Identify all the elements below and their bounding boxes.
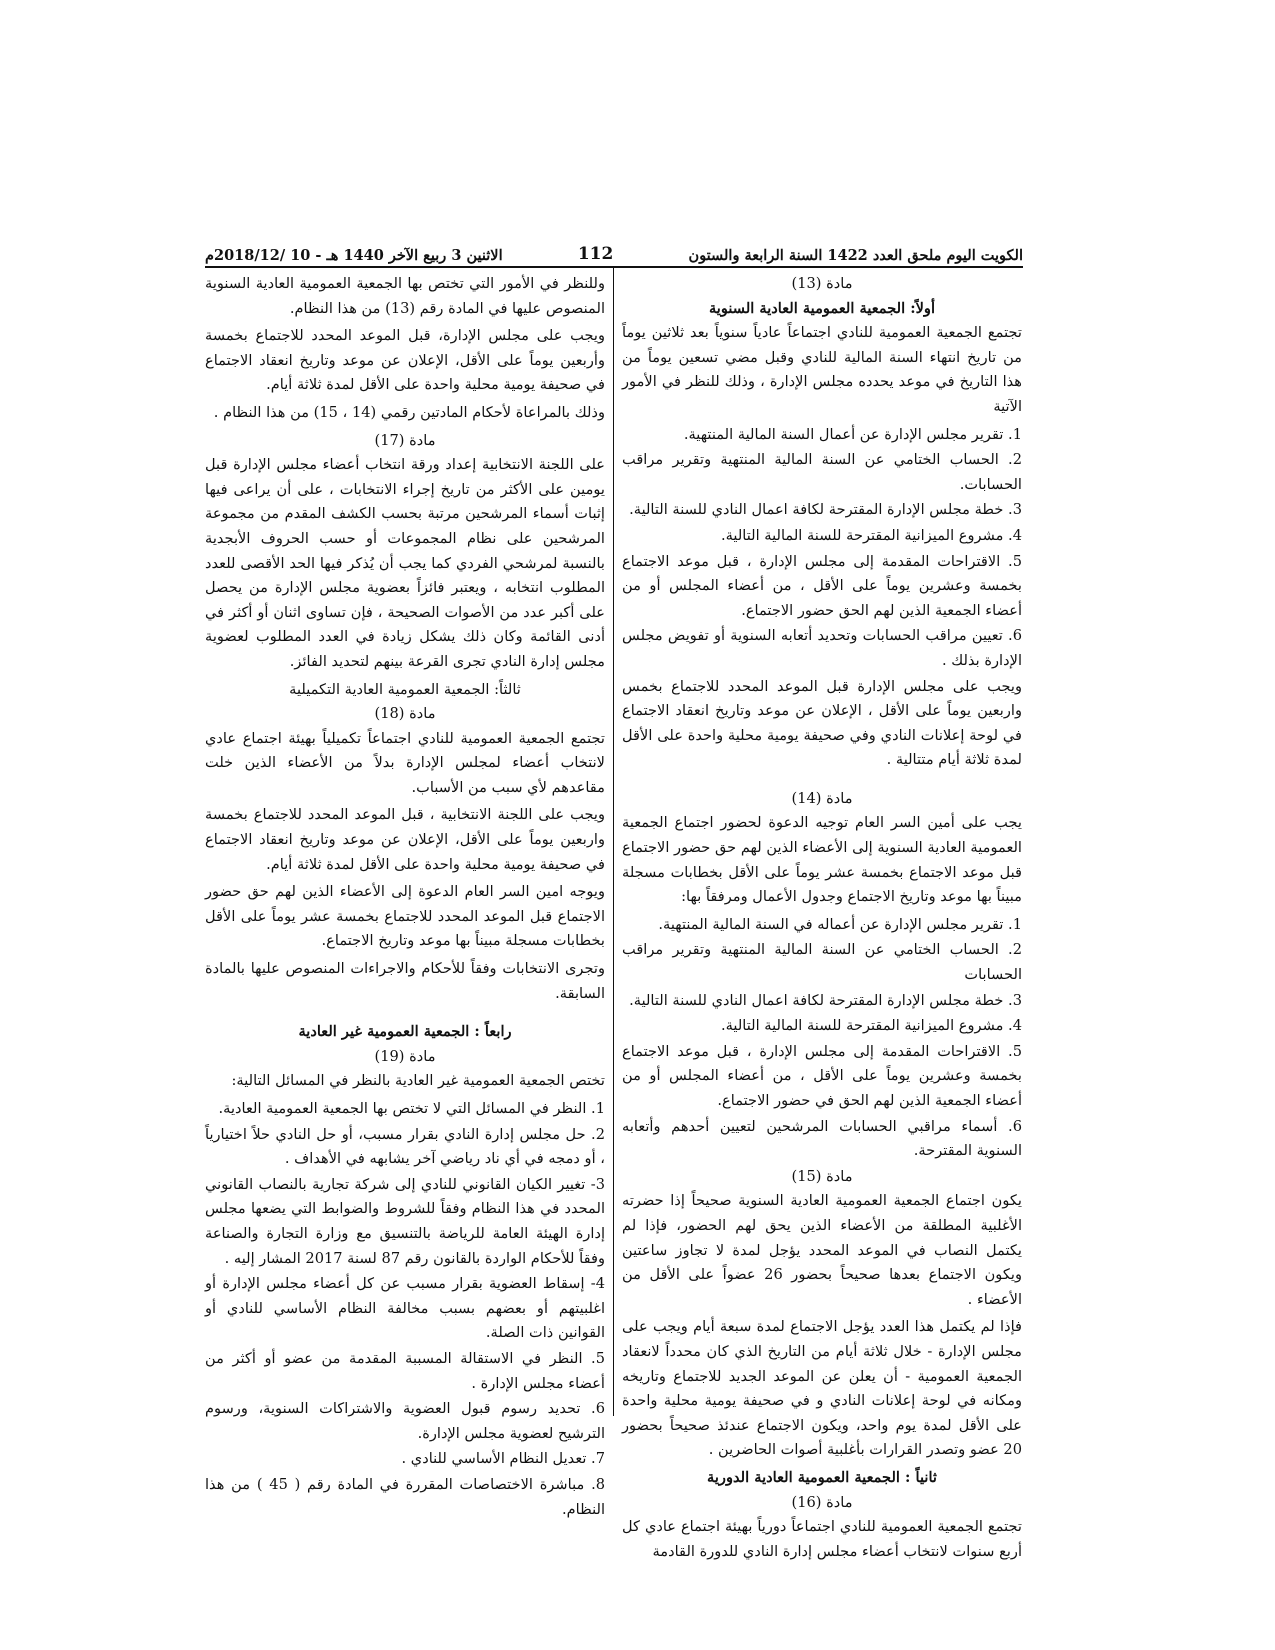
list-item: 4. مشروع الميزانية المقترحة للسنة المالية التالية. — [720, 526, 1022, 544]
section-1-title: أولاً: الجمعية العمومية العادية السنوية — [708, 299, 936, 317]
article-13-title: مادة (13) — [791, 275, 853, 292]
list-item: 4. مشروع الميزانية المقترحة للسنة المالية التالية. — [720, 1017, 1022, 1035]
article-18-paragraph-4: وتجرى الانتخابات وفقاً للأحكام والاجراءات المنصوص عليها بالمادة السابقة. — [205, 960, 605, 1002]
list-item: 1. النظر في المسائل التي لا تختص بها الجمعية العمومية العادية. — [218, 1100, 605, 1117]
section-2-title: ثانياً : الجمعية العمومية العادية الدورية — [707, 1468, 937, 1486]
article-18-title: مادة (18) — [374, 705, 436, 723]
list-item: 7. تعديل النظام الأساسي للنادي . — [401, 1450, 605, 1468]
list-item: 5. النظر في الاستقالة المسببة المقدمة من عضو أو أكثر من أعضاء مجلس الإدارة . — [205, 1349, 605, 1392]
article-19-title: مادة (19) — [374, 1047, 436, 1065]
list-item: 6. أسماء مراقبي الحسابات المرشحين لتعيين أحدهم وأتعابه السنوية المقترحة. — [622, 1117, 1022, 1160]
list-item: 2. الحساب الختامي عن السنة المالية المنتهية وتقرير مراقب الحسابات — [622, 941, 1022, 984]
left-column — [205, 272, 606, 1518]
section-3-title: ثالثاً: الجمعية العمومية العادية التكميلية — [289, 680, 521, 698]
article-13-list — [622, 423, 1022, 674]
article-16-paragraph-2: ويجب على مجلس الإدارة، قبل الموعد المحدد للاجتماع بخمسة وأربعين يوماً على الأقل، الإعلان عن موعد وتاريخ انعقاد الاجتماع في صحيفة يومية محلية واحدة على الأقل لمدة ثلاثة أيام. — [205, 327, 605, 394]
article-18-paragraph-3: ويوجه امين السر العام الدعوة إلى الأعضاء الذين لهم حق حضور الاجتماع قبل الموعد المحدد للاجتماع بخمسة عشر يوماً على الأقل بخطابات مسجلة مبيناً بها موعد وتاريخ الاجتماع. — [205, 883, 606, 950]
article-15-paragraph-2: فإذا لم يكتمل هذا العدد يؤجل الاجتماع لمدة سبعة أيام ويجب على مجلس الإدارة - خلال ثلاثة أيام من التاريخ الذي كان محدداً لانعقاد الجمعية العمومية - أن يعلن عن الموعد الجديد للاجتماع وتاريخه ومكانه في لوحة إعلانات النادي و في صحيفة يومية محلية واحدة على الأقل لمدة يوم واحد، ويكون الاجتماع عندئذ صحيحاً بحضور 20 عضو وتصدر القرارات بأغلبية أصوات الحاضرين . — [622, 1318, 1022, 1459]
article-14-title: مادة (14) — [791, 789, 853, 807]
article-19-list — [205, 1097, 605, 1522]
article-17-paragraph: على اللجنة الانتخابية إعداد ورقة انتخاب أعضاء مجلس الإدارة قبل يومين على الأكثر من تاريخ إجراء الانتخابات ، على أن يراعى فيها إثبات أسماء المرشحين مرتبة بحسب الكشف المقدم من مجموعة المرشحين على نظام المجموعات أو حسب الحروف الأبجدية بالنسبة لمرشحي الفردي كما يجب أن يُذكر فيها الحد الأقصى للعدد المطلوب انتخابه ، ويعتبر فائزاً بعضوية مجلس الإدارة من يحصل على أكبر عدد من الأصوات الصحيحة ، فإن تساوى اثنان أو أكثر في أدنى القائمة وكان ذلك يشكل زيادة في العدد المطلوب لعضوية مجلس إدارة النادي تجرى القرعة بينهم لتحديد الفائز. — [205, 456, 605, 670]
article-16-paragraph-1: تجتمع الجمعية العمومية للنادي اجتماعاً دورياً بهيئة اجتماع عادي كل أربع سنوات لانتخاب أعضاء مجلس إدارة النادي للدورة القادمة — [622, 1518, 1022, 1560]
article-18-paragraph-1: تجتمع الجمعية العمومية للنادي اجتماعاً تكميلياً بهيئة اجتماع عادي لانتخاب أعضاء لمجلس الإدارة بدلاً من الأعضاء الذين خلت مقاعدهم لأي سبب من الأسباب. — [205, 729, 605, 796]
right-column — [622, 272, 1022, 1560]
article-14-intro: يجب على أمين السر العام توجيه الدعوة لحضور اجتماع الجمعية العمومية العادية السنوية إلى الأعضاء الذين لهم حق حضور الاجتماع قبل موعد الاجتماع بخمسة عشر يوماً على الأقل بخطابات مسجلة مبيناً بها موعد وتاريخ الاجتماع وجدول الأعمال ومرفقاً بها: — [622, 814, 1022, 906]
article-16-continuation: وللنظر في الأمور التي تختص بها الجمعية العمومية العادية السنوية المنصوص عليها في المادة رقم (13) من هذا النظام. — [205, 275, 605, 317]
header-publication: الكويت اليوم ملحق العدد 1422 السنة الرابعة والستون — [688, 247, 1023, 264]
list-item: 4- إسقاط العضوية بقرار مسبب عن كل أعضاء مجلس الإدارة أو اغلبيتهم أو بعضهم بسبب مخالفة النظام الأساسي للنادي أو القوانين ذات الصلة. — [205, 1275, 605, 1342]
article-15-title: مادة (15) — [791, 1167, 853, 1185]
list-item: 5. الاقتراحات المقدمة إلى مجلس الإدارة ، قبل موعد الاجتماع بخمسة وعشرين يوماً على الأقل ، من أعضاء المجلس أو من أعضاء الجمعية الذين لهم الحق في حضور الاجتماع. — [622, 1042, 1022, 1109]
section-4-title: رابعاً : الجمعية العمومية غير العادية — [298, 1023, 512, 1041]
list-item: 2. حل مجلس إدارة النادي بقرار مسبب، أو حل النادي حلاً اختيارياً ، أو دمجه في أي ناد رياضي آخر يشابهه في الأهداف . — [205, 1125, 605, 1168]
page-number: 112 — [577, 244, 614, 264]
list-item: 6. تحديد رسوم قبول العضوية والاشتراكات السنوية، ورسوم الترشيح لعضوية مجلس الإدارة. — [205, 1400, 605, 1442]
article-13-outro: ويجب على مجلس الإدارة قبل الموعد المحدد للاجتماع بخمس واربعين يوماً على الأقل ، الإعلان عن موعد وتاريخ انعقاد الاجتماع في لوحة إعلانات النادي وفي صحيفة يومية محلية واحدة على الأقل لمدة ثلاثة أيام متتالية . — [622, 677, 1022, 769]
list-item: 3. خطة مجلس الإدارة المقترحة لكافة اعمال النادي للسنة التالية. — [629, 991, 1022, 1009]
article-17-title: مادة (17) — [374, 431, 436, 449]
list-item: 3. خطة مجلس الإدارة المقترحة لكافة اعمال النادي للسنة التالية. — [629, 501, 1022, 519]
column-divider — [613, 268, 614, 1416]
list-item: 3- تغيير الكيان القانوني للنادي إلى شركة تجارية بالنصاب القانوني المحدد في هذا النظام وفقاً للشروط والضوابط التي يضعها مجلس إدارة الهيئة العامة للرياضة بالتنسيق مع وزارة التجارة والصناعة وفقاً للأحكام الواردة بالقانون رقم 87 لسنة 2017 المشار إليه . — [205, 1175, 605, 1267]
list-item: 1. تقرير مجلس الإدارة عن أعمال السنة المالية المنتهية. — [683, 425, 1022, 443]
list-item: 6. تعيين مراقب الحسابات وتحديد أتعابه السنوية أو تفويض مجلس الإدارة بذلك . — [622, 627, 1022, 669]
list-item: 2. الحساب الختامي عن السنة المالية المنتهية وتقرير مراقب الحسابات. — [622, 451, 1022, 493]
article-13-intro: تجتمع الجمعية العمومية للنادي اجتماعاً عادياً سنوياً بعد ثلاثين يوماً من تاريخ انتهاء السنة المالية للنادي وقبل مضي تسعين يوماً من هذا التاريخ في موعد يحدده مجلس الإدارة ، وذلك للنظر في الأمور الآتية — [622, 324, 1022, 415]
header-date: الاثنين 3 ربيع الآخر 1440 هـ - 10 /2018/12م — [205, 247, 503, 264]
page-header — [205, 236, 1023, 264]
header-rule — [205, 266, 1023, 268]
article-19-intro: تختص الجمعية العمومية غير العادية بالنظر في المسائل التالية: — [231, 1072, 605, 1090]
article-18-paragraph-2: ويجب على اللجنة الانتخابية ، قبل الموعد المحدد للاجتماع بخمسة واربعين يوماً على الأقل، الإعلان عن موعد وتاريخ انعقاد الاجتماع في صحيفة يومية محلية واحدة على الأقل لمدة ثلاثة أيام. — [205, 806, 605, 873]
list-item: 5. الاقتراحات المقدمة إلى مجلس الإدارة ، قبل موعد الاجتماع بخمسة وعشرين يوماً على الأقل ، من أعضاء المجلس أو من أعضاء الجمعية الذين لهم الحق حضور الاجتماع. — [622, 552, 1022, 619]
article-16-paragraph-3: وذلك بالمراعاة لأحكام المادتين رقمي (14 ، 15) من هذا النظام . — [213, 403, 605, 421]
article-16-title: مادة (16) — [791, 1493, 853, 1511]
article-14-list — [622, 913, 1022, 1164]
article-15-paragraph-1: يكون اجتماع الجمعية العمومية العادية السنوية صحيحاً إذا حضرته الأغلبية المطلقة من الأعضاء الذين يحق لهم الحضور، فإذا لم يكتمل النصاب في الموعد المحدد يؤجل لمدة لا تجاوز ساعتين ويكون الاجتماع بعدها صحيحاً بحضور 26 عضواً على الأقل من الأعضاء . — [622, 1192, 1022, 1308]
list-item: 8. مباشرة الاختصاصات المقررة في المادة رقم ( 45 ) من هذا النظام. — [205, 1475, 605, 1518]
list-item: 1. تقرير مجلس الإدارة عن أعماله في السنة المالية المنتهية. — [658, 915, 1022, 933]
